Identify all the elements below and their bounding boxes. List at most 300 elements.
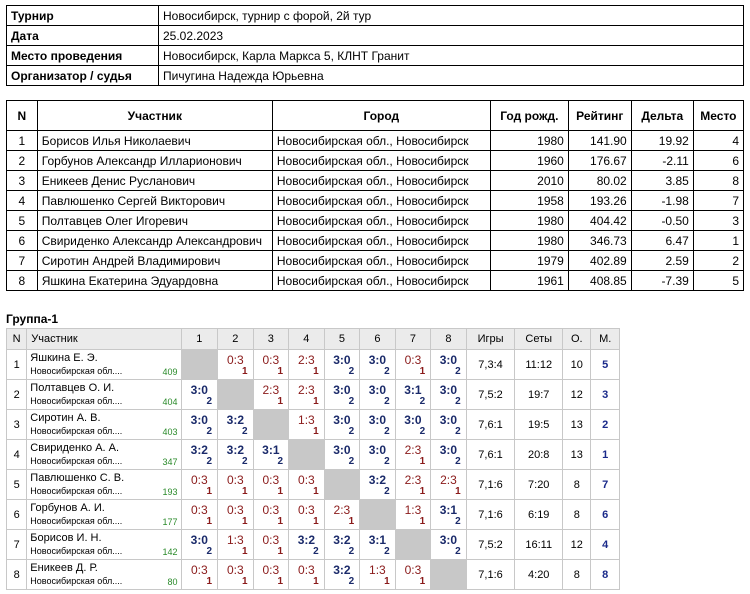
grid-row [7,530,620,560]
grid-match-cell [395,470,431,500]
grid-row-number: 1 [7,350,27,380]
match-score: 0:3 [298,473,315,487]
player-name: Павлюшенко С. В. [30,472,125,484]
grid-row-number: 2 [7,380,27,410]
grid-place: 8 [591,560,620,590]
player-rating: 177 [162,517,178,527]
grid-match-cell [431,470,467,500]
player-rating: 404 [162,397,178,407]
player-name: Свириденко А. А. [30,442,120,454]
match-points: 2 [419,426,426,437]
grid-match-cell [360,410,396,440]
match-score: 3:1 [368,533,387,547]
grid-match-cell [360,470,396,500]
match-score: 3:0 [368,443,387,457]
grid-match-cell [253,560,289,590]
grid-match-cell [218,560,254,590]
match-score: 2:3 [404,443,422,457]
match-points: 1 [419,486,426,497]
match-points: 2 [348,396,355,407]
info-row [7,46,744,66]
grid-match-cell [218,350,254,380]
grid-match-cell [218,410,254,440]
grid-header: М. [591,329,620,350]
grid-player [27,380,181,410]
player-name: Еникеев Д. Р. [30,562,98,574]
grid-match-cell [360,380,396,410]
grid-match-cell [289,530,325,560]
participant-row [7,271,744,291]
participant-cell: 4 [693,131,743,151]
match-score: 1:3 [404,503,422,517]
grid-points: 8 [563,500,591,530]
match-score: 3:2 [333,563,351,577]
match-points: 2 [206,456,213,467]
grid-header: 3 [253,329,289,350]
match-points: 1 [277,396,284,407]
grid-place: 4 [591,530,620,560]
match-points: 1 [313,516,319,527]
player-city: Новосибирская обл.... [30,516,123,526]
match-points: 2 [384,396,390,407]
grid-match-cell [253,470,289,500]
grid-player [27,470,181,500]
grid-match-cell [431,440,467,470]
match-score: 0:3 [226,563,244,577]
grid-match-cell [395,380,431,410]
match-score: 2:3 [298,383,315,397]
grid-self-cell [395,530,431,560]
grid-match-cell [324,560,360,590]
participant-cell: Борисов Илья Николаевич [37,131,272,151]
match-score: 3:0 [190,383,208,397]
match-score: 0:3 [190,503,208,517]
participant-cell: 1 [7,131,38,151]
participant-cell: 1980 [490,211,568,231]
participant-cell: Сиротин Андрей Владимирович [37,251,272,271]
match-score: 0:3 [226,503,244,517]
participant-cell: 346.73 [568,231,631,251]
participant-cell: Новосибирская обл., Новосибирск [272,211,490,231]
grid-match-cell [181,560,218,590]
match-score: 3:0 [190,413,208,427]
match-points: 2 [419,396,426,407]
player-city: Новосибирская обл.... [30,456,123,466]
participant-cell: 1958 [490,191,568,211]
participant-cell: 402.89 [568,251,631,271]
match-points: 2 [455,546,461,557]
participants-header: Рейтинг [568,101,631,131]
grid-match-cell [253,350,289,380]
participant-cell: 193.26 [568,191,631,211]
match-score: 3:0 [439,533,458,547]
grid-header: 1 [181,329,218,350]
info-key: Дата [7,26,159,46]
participant-row [7,131,744,151]
info-row [7,6,744,26]
grid-match-cell [360,440,396,470]
participant-cell: -7.39 [631,271,693,291]
grid-match-cell [431,380,467,410]
grid-match-cell [360,560,396,590]
grid-match-cell [395,560,431,590]
match-score: 0:3 [262,473,280,487]
participant-cell: Новосибирская обл., Новосибирск [272,251,490,271]
grid-header: О. [563,329,591,350]
match-score: 0:3 [190,473,208,487]
participant-cell: Полтавцев Олег Игоревич [37,211,272,231]
match-score: 2:3 [298,353,315,367]
match-score: 3:1 [404,383,422,397]
info-key: Место проведения [7,46,159,66]
grid-match-cell [324,350,360,380]
grid-self-cell [431,560,467,590]
participant-row [7,251,744,271]
player-city: Новосибирская обл.... [30,486,123,496]
match-score: 1:3 [226,533,244,547]
grid-match-cell [181,500,218,530]
match-score: 3:1 [439,503,458,517]
match-points: 1 [242,486,248,497]
grid-match-cell [289,350,325,380]
match-score: 3:0 [439,383,458,397]
match-points: 2 [348,426,355,437]
match-score: 0:3 [262,503,280,517]
participant-cell: 5 [7,211,38,231]
participant-cell: Новосибирская обл., Новосибирск [272,271,490,291]
info-value: Новосибирск, Карла Маркса 5, КЛНТ Гранит [159,46,744,66]
match-points: 2 [206,396,213,407]
grid-match-cell [181,410,218,440]
participant-row [7,231,744,251]
match-points: 1 [277,366,284,377]
match-score: 2:3 [404,473,422,487]
participant-cell: -2.11 [631,151,693,171]
grid-match-cell [289,500,325,530]
grid-match-cell [218,500,254,530]
match-score: 0:3 [262,563,280,577]
grid-sets: 4:20 [515,560,563,590]
participant-row [7,171,744,191]
grid-match-cell [324,530,360,560]
participants-header: Участник [37,101,272,131]
grid-match-cell [253,380,289,410]
participant-cell: Яшкина Екатерина Эдуардовна [37,271,272,291]
match-score: 3:0 [333,353,351,367]
participant-cell: 4 [7,191,38,211]
participant-cell: 8 [693,171,743,191]
match-points: 2 [455,396,461,407]
participant-cell: 8 [7,271,38,291]
grid-header: 4 [289,329,325,350]
participant-cell: Павлюшенко Сергей Викторович [37,191,272,211]
grid-place: 1 [591,440,620,470]
grid-player [27,350,181,380]
match-points: 1 [277,546,284,557]
match-score: 3:2 [190,443,208,457]
grid-match-cell [289,560,325,590]
participant-cell: Новосибирская обл., Новосибирск [272,231,490,251]
match-points: 2 [384,456,390,467]
player-rating: 80 [167,577,178,587]
participant-cell: Новосибирская обл., Новосибирск [272,131,490,151]
grid-row [7,440,620,470]
grid-row [7,560,620,590]
match-points: 1 [419,366,426,377]
match-points: 1 [242,576,248,587]
player-city: Новосибирская обл.... [30,366,123,376]
match-score: 0:3 [404,563,422,577]
grid-games: 7,1:6 [466,500,515,530]
match-points: 1 [419,516,426,527]
grid-match-cell [431,410,467,440]
grid-match-cell [218,470,254,500]
player-city: Новосибирская обл.... [30,396,123,406]
match-score: 3:2 [297,533,316,547]
match-score: 3:0 [333,413,351,427]
match-points: 2 [455,426,461,437]
match-points: 2 [384,366,390,377]
match-score: 3:0 [439,353,458,367]
participant-cell: 1979 [490,251,568,271]
participant-cell: 408.85 [568,271,631,291]
participant-cell: 176.67 [568,151,631,171]
match-points: 1 [348,516,355,527]
match-points: 2 [384,486,390,497]
participants-header: Место [693,101,743,131]
match-points: 1 [419,576,426,587]
participants-table [6,100,744,291]
grid-player [27,440,181,470]
info-row [7,26,744,46]
participant-cell: Свириденко Александр Александрович [37,231,272,251]
match-points: 2 [277,456,284,467]
grid-match-cell [431,350,467,380]
grid-sets: 19:7 [515,380,563,410]
participant-cell: 404.42 [568,211,631,231]
grid-match-cell [253,440,289,470]
grid-match-cell [395,410,431,440]
match-score: 0:3 [298,503,315,517]
participant-cell: 6 [693,151,743,171]
grid-points: 12 [563,380,591,410]
grid-row-number: 5 [7,470,27,500]
participants-header: N [7,101,38,131]
match-points: 1 [313,576,319,587]
match-score: 3:0 [368,413,387,427]
grid-points: 8 [563,470,591,500]
grid-match-cell [431,500,467,530]
info-row [7,66,744,86]
grid-games: 7,5:2 [466,380,515,410]
player-name: Сиротин А. В. [30,412,101,424]
grid-place: 2 [591,410,620,440]
grid-match-cell [324,440,360,470]
info-value: Пичугина Надежда Юрьевна [159,66,744,86]
grid-row-number: 7 [7,530,27,560]
participant-cell: 2 [7,151,38,171]
participant-cell: 80.02 [568,171,631,191]
grid-match-cell [395,500,431,530]
grid-self-cell [253,410,289,440]
grid-match-cell [181,440,218,470]
participant-cell: 1980 [490,231,568,251]
grid-games: 7,1:6 [466,470,515,500]
grid-match-cell [360,530,396,560]
grid-header: N [7,329,27,350]
participant-cell: 2010 [490,171,568,191]
match-score: 3:2 [368,473,387,487]
match-points: 2 [242,456,248,467]
match-points: 2 [348,366,355,377]
grid-header: 8 [431,329,467,350]
player-rating: 347 [162,457,178,467]
grid-match-cell [289,410,325,440]
match-points: 1 [206,516,213,527]
grid-self-cell [289,440,325,470]
match-points: 1 [242,366,248,377]
match-score: 3:0 [439,443,458,457]
match-score: 3:1 [262,443,280,457]
match-points: 1 [242,516,248,527]
match-score: 3:0 [333,383,351,397]
match-score: 3:2 [226,413,244,427]
match-points: 2 [455,366,461,377]
grid-place: 3 [591,380,620,410]
participant-cell: Новосибирская обл., Новосибирск [272,171,490,191]
participant-cell: Новосибирская обл., Новосибирск [272,151,490,171]
participant-cell: Горбунов Александр Илларионович [37,151,272,171]
participant-cell: 19.92 [631,131,693,151]
match-points: 1 [206,576,213,587]
grid-games: 7,6:1 [466,410,515,440]
grid-row-number: 6 [7,500,27,530]
grid-match-cell [324,380,360,410]
match-score: 0:3 [298,563,315,577]
match-points: 2 [206,426,213,437]
participant-cell: 1980 [490,131,568,151]
participant-cell: 7 [693,191,743,211]
match-points: 2 [455,456,461,467]
grid-row-number: 8 [7,560,27,590]
grid-place: 7 [591,470,620,500]
match-points: 1 [277,576,284,587]
match-score: 2:3 [333,503,351,517]
participant-cell: -0.50 [631,211,693,231]
player-name: Горбунов А. И. [30,502,105,514]
grid-place: 6 [591,500,620,530]
grid-row-number: 3 [7,410,27,440]
participant-cell: 6 [7,231,38,251]
grid-player [27,500,181,530]
match-points: 1 [455,486,461,497]
grid-points: 8 [563,560,591,590]
participant-row [7,191,744,211]
grid-match-cell [324,410,360,440]
participants-header: Город [272,101,490,131]
grid-header: 6 [360,329,396,350]
participant-cell: 5 [693,271,743,291]
match-score: 0:3 [226,353,244,367]
participant-cell: Еникеев Денис Русланович [37,171,272,191]
player-city: Новосибирская обл.... [30,576,123,586]
player-name: Полтавцев О. И. [30,382,115,394]
grid-header: 7 [395,329,431,350]
participant-cell: 3 [7,171,38,191]
grid-self-cell [324,470,360,500]
match-points: 2 [348,546,355,557]
match-points: 1 [242,546,248,557]
player-city: Новосибирская обл.... [30,426,123,436]
grid-player [27,560,181,590]
match-points: 1 [277,516,284,527]
participant-cell: 1960 [490,151,568,171]
grid-row-number: 4 [7,440,27,470]
grid-match-cell [181,530,218,560]
group-results-grid [6,328,620,590]
match-score: 3:0 [404,413,422,427]
grid-row [7,470,620,500]
player-rating: 409 [162,367,178,377]
grid-row [7,380,620,410]
match-score: 0:3 [404,353,422,367]
grid-match-cell [395,440,431,470]
grid-games: 7,5:2 [466,530,515,560]
participant-cell: Новосибирская обл., Новосибирск [272,191,490,211]
grid-self-cell [218,380,254,410]
grid-self-cell [360,500,396,530]
grid-match-cell [324,500,360,530]
info-value: 25.02.2023 [159,26,744,46]
grid-header: Сеты [515,329,563,350]
match-score: 0:3 [262,353,280,367]
grid-sets: 19:5 [515,410,563,440]
match-points: 2 [242,426,248,437]
participant-row [7,151,744,171]
match-score: 2:3 [262,383,280,397]
grid-match-cell [181,470,218,500]
grid-row [7,410,620,440]
match-score: 1:3 [369,563,386,577]
grid-row [7,350,620,380]
match-score: 3:0 [439,413,458,427]
participant-row [7,211,744,231]
grid-sets: 20:8 [515,440,563,470]
grid-points: 13 [563,410,591,440]
match-score: 2:3 [440,473,457,487]
participant-cell: 1961 [490,271,568,291]
grid-match-cell [218,530,254,560]
grid-match-cell [431,530,467,560]
match-score: 3:0 [190,533,208,547]
grid-header: 2 [218,329,254,350]
participant-cell: 2 [693,251,743,271]
grid-games: 7,1:6 [466,560,515,590]
info-value: Новосибирск, турнир с форой, 2й тур [159,6,744,26]
grid-sets: 11:12 [515,350,563,380]
match-points: 2 [348,576,355,587]
participant-cell: 1 [693,231,743,251]
grid-header: Участник [27,329,181,350]
match-points: 1 [313,486,319,497]
grid-player [27,530,181,560]
grid-place: 5 [591,350,620,380]
grid-points: 13 [563,440,591,470]
match-points: 1 [313,366,319,377]
info-key: Организатор / судья [7,66,159,86]
participant-cell: 2.59 [631,251,693,271]
participant-cell: 7 [7,251,38,271]
